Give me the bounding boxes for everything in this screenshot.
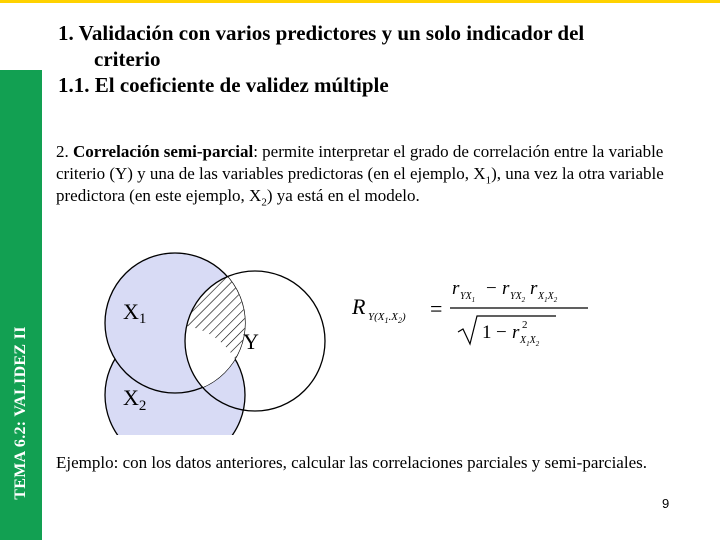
semi-partial-definition — [56, 141, 708, 207]
definition-text-a: : permite interpretar el grado de correlación entre la variable criterio (Y) y una de las variables predictoras (en el ejemplo, X — [56, 142, 664, 183]
semi-partial-formula — [340, 272, 600, 352]
title-line-2: criterio — [94, 47, 161, 71]
label-y: Y — [243, 329, 259, 354]
equals-sign: = — [430, 296, 443, 321]
svg-text:R: R — [352, 294, 366, 319]
svg-text:YX2: $YX_2$ — [510, 291, 526, 304]
venn-diagram — [90, 245, 350, 435]
svg-text:YX1: $YX_1$ — [460, 291, 476, 304]
label-x2: $X_2$ — [123, 385, 147, 414]
svg-text:X1X2: $X_1X_2$ — [520, 335, 540, 348]
svg-text:r: r — [502, 278, 510, 299]
svg-text:Y(X1.X2): $Y(X_1.X_2)$ — [368, 311, 406, 325]
example-text: Ejemplo: con los datos anteriores, calcular las correlaciones parciales y semi-parciales. — [56, 453, 647, 472]
item-number: 2. — [56, 142, 73, 161]
definition-text-b: ), una vez la otra variable predictora (en este ejemplo, X — [56, 164, 664, 205]
svg-text:X1X2: $X_1X_2$ — [538, 291, 558, 304]
formula-denominator — [482, 319, 540, 348]
svg-text:−: − — [496, 322, 507, 343]
title-line-3: 1.1. El coeficiente de validez múltiple — [58, 73, 389, 97]
title-line-1: 1. Validación con varios predictores y un solo indicador del — [58, 21, 585, 45]
svg-text:−: − — [486, 278, 497, 299]
svg-text:2: 2 — [522, 319, 528, 331]
svg-text:r: r — [530, 278, 538, 299]
slide-title — [58, 20, 698, 98]
page-number: 9 — [662, 496, 670, 511]
svg-text:r: r — [452, 278, 460, 299]
svg-text:1: 1 — [482, 322, 492, 343]
subscript-2: 2 — [261, 196, 267, 209]
label-x1: X1 — [123, 299, 147, 327]
square-root-sign — [458, 316, 556, 344]
term-semi-partial: Correlación semi-parcial — [73, 142, 254, 161]
formula-lhs — [351, 294, 406, 325]
definition-text-c: ) ya está en el modelo. — [266, 186, 420, 205]
sidebar-label: TEMA 6.2: VALIDEZ II — [12, 326, 29, 500]
formula-numerator — [452, 278, 558, 304]
subscript-1: 1 — [485, 174, 492, 187]
svg-text:r: r — [512, 322, 520, 343]
top-accent-band — [0, 0, 720, 3]
